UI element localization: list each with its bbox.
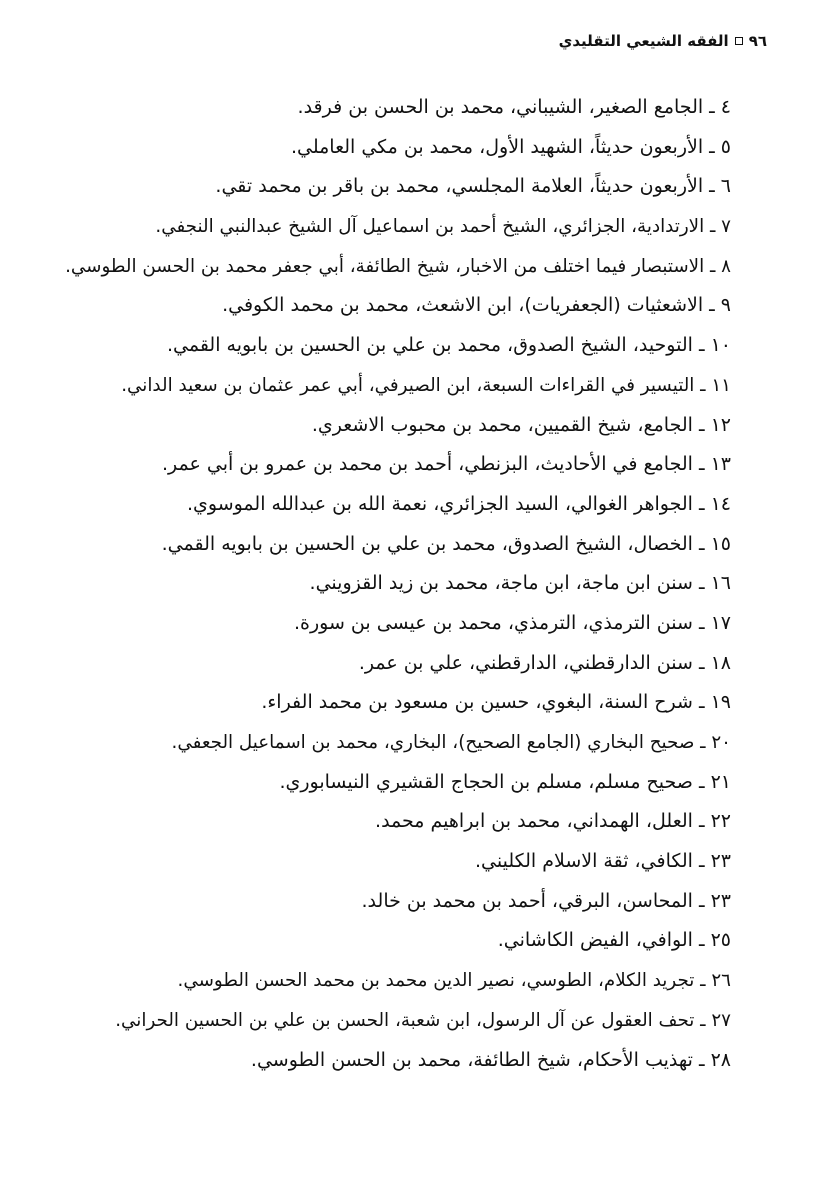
reference-item: ٨ ـ الاستبصار فيما اختلف من الاخبار، شيخ الطائفة، أبي جعفر محمد بن الحسن الطوسي.	[65, 255, 731, 277]
reference-item: ٢٣ ـ الكافي، ثقة الاسلام الكليني.	[474, 850, 731, 873]
running-header	[559, 32, 767, 50]
reference-item: ٩ ـ الاشعثيات (الجعفريات)، ابن الاشعث، محمد بن محمد الكوفي.	[222, 294, 731, 317]
book-title: الفقه الشيعي التقليدي	[558, 32, 729, 50]
reference-item: ١٠ ـ التوحيد، الشيخ الصدوق، محمد بن علي بن الحسين بن بابويه القمي.	[166, 334, 731, 357]
reference-item: ١٩ ـ شرح السنة، البغوي، حسين بن مسعود بن محمد الفراء.	[261, 691, 731, 714]
reference-item: ٢٧ ـ تحف العقول عن آل الرسول، ابن شعبة، الحسن بن علي بن الحسين الحراني.	[115, 1009, 731, 1031]
reference-item: ٧ ـ الارتدادية، الجزائري، الشيخ أحمد بن اسماعيل آل الشيخ عبدالنبي النجفي.	[155, 216, 731, 238]
reference-item: ٢١ ـ صحيح مسلم، مسلم بن الحجاج القشيري النيسابوري.	[279, 770, 731, 793]
reference-item: ٢٠ ـ صحيح البخاري (الجامع الصحيح)، البخاري، محمد بن اسماعيل الجعفي.	[171, 732, 731, 753]
reference-item: ١٧ ـ سنن الترمذي، الترمذي، محمد بن عيسى بن سورة.	[293, 611, 731, 634]
reference-item: ٢٦ ـ تجريد الكلام، الطوسي، نصير الدين محمد بن محمد الحسن الطوسي.	[177, 970, 731, 992]
reference-item: ١١ ـ التيسير في القراءات السبعة، ابن الصيرفي، أبي عمر عثمان بن سعيد الداني.	[121, 374, 731, 396]
reference-item: ١٥ ـ الخصال، الشيخ الصدوق، محمد بن علي بن الحسين بن بابويه القمي.	[161, 532, 731, 555]
page-number: ٩٦	[748, 32, 767, 50]
reference-item: ١٦ ـ سنن ابن ماجة، ابن ماجة، محمد بن زيد القزويني.	[309, 572, 731, 595]
reference-item: ٤ ـ الجامع الصغير، الشيباني، محمد بن الحسن بن فرقد.	[297, 96, 731, 118]
reference-item: ٢٥ ـ الوافي، الفيض الكاشاني.	[497, 929, 731, 952]
separator-square-icon	[735, 37, 743, 45]
reference-item: ٢٢ ـ العلل، الهمداني، محمد بن ابراهيم محمد.	[375, 810, 731, 833]
reference-item: ٢٨ ـ تهذيب الأحكام، شيخ الطائفة، محمد بن الحسن الطوسي.	[250, 1048, 731, 1071]
reference-item: ١٢ ـ الجامع، شيخ القميين، محمد بن محبوب الاشعري.	[311, 413, 731, 436]
reference-item: ١٤ ـ الجواهر الغوالي، السيد الجزائري، نعمة الله بن عبدالله الموسوي.	[186, 492, 731, 515]
reference-item: ١٣ ـ الجامع في الأحاديث، البزنطي، أحمد بن محمد بن عمرو بن أبي عمر.	[161, 453, 731, 476]
reference-item: ٦ ـ الأربعون حديثاً، العلامة المجلسي، محمد بن باقر بن محمد تقي.	[215, 175, 731, 198]
reference-list	[40, 88, 731, 1080]
reference-item: ٢٣ ـ المحاسن، البرقي، أحمد بن محمد بن خالد.	[361, 889, 731, 912]
reference-item: ١٨ ـ سنن الدارقطني، الدارقطني، علي بن عمر.	[358, 651, 731, 674]
reference-item: ٥ ـ الأربعون حديثاً، الشهيد الأول، محمد بن مكي العاملي.	[290, 135, 731, 158]
